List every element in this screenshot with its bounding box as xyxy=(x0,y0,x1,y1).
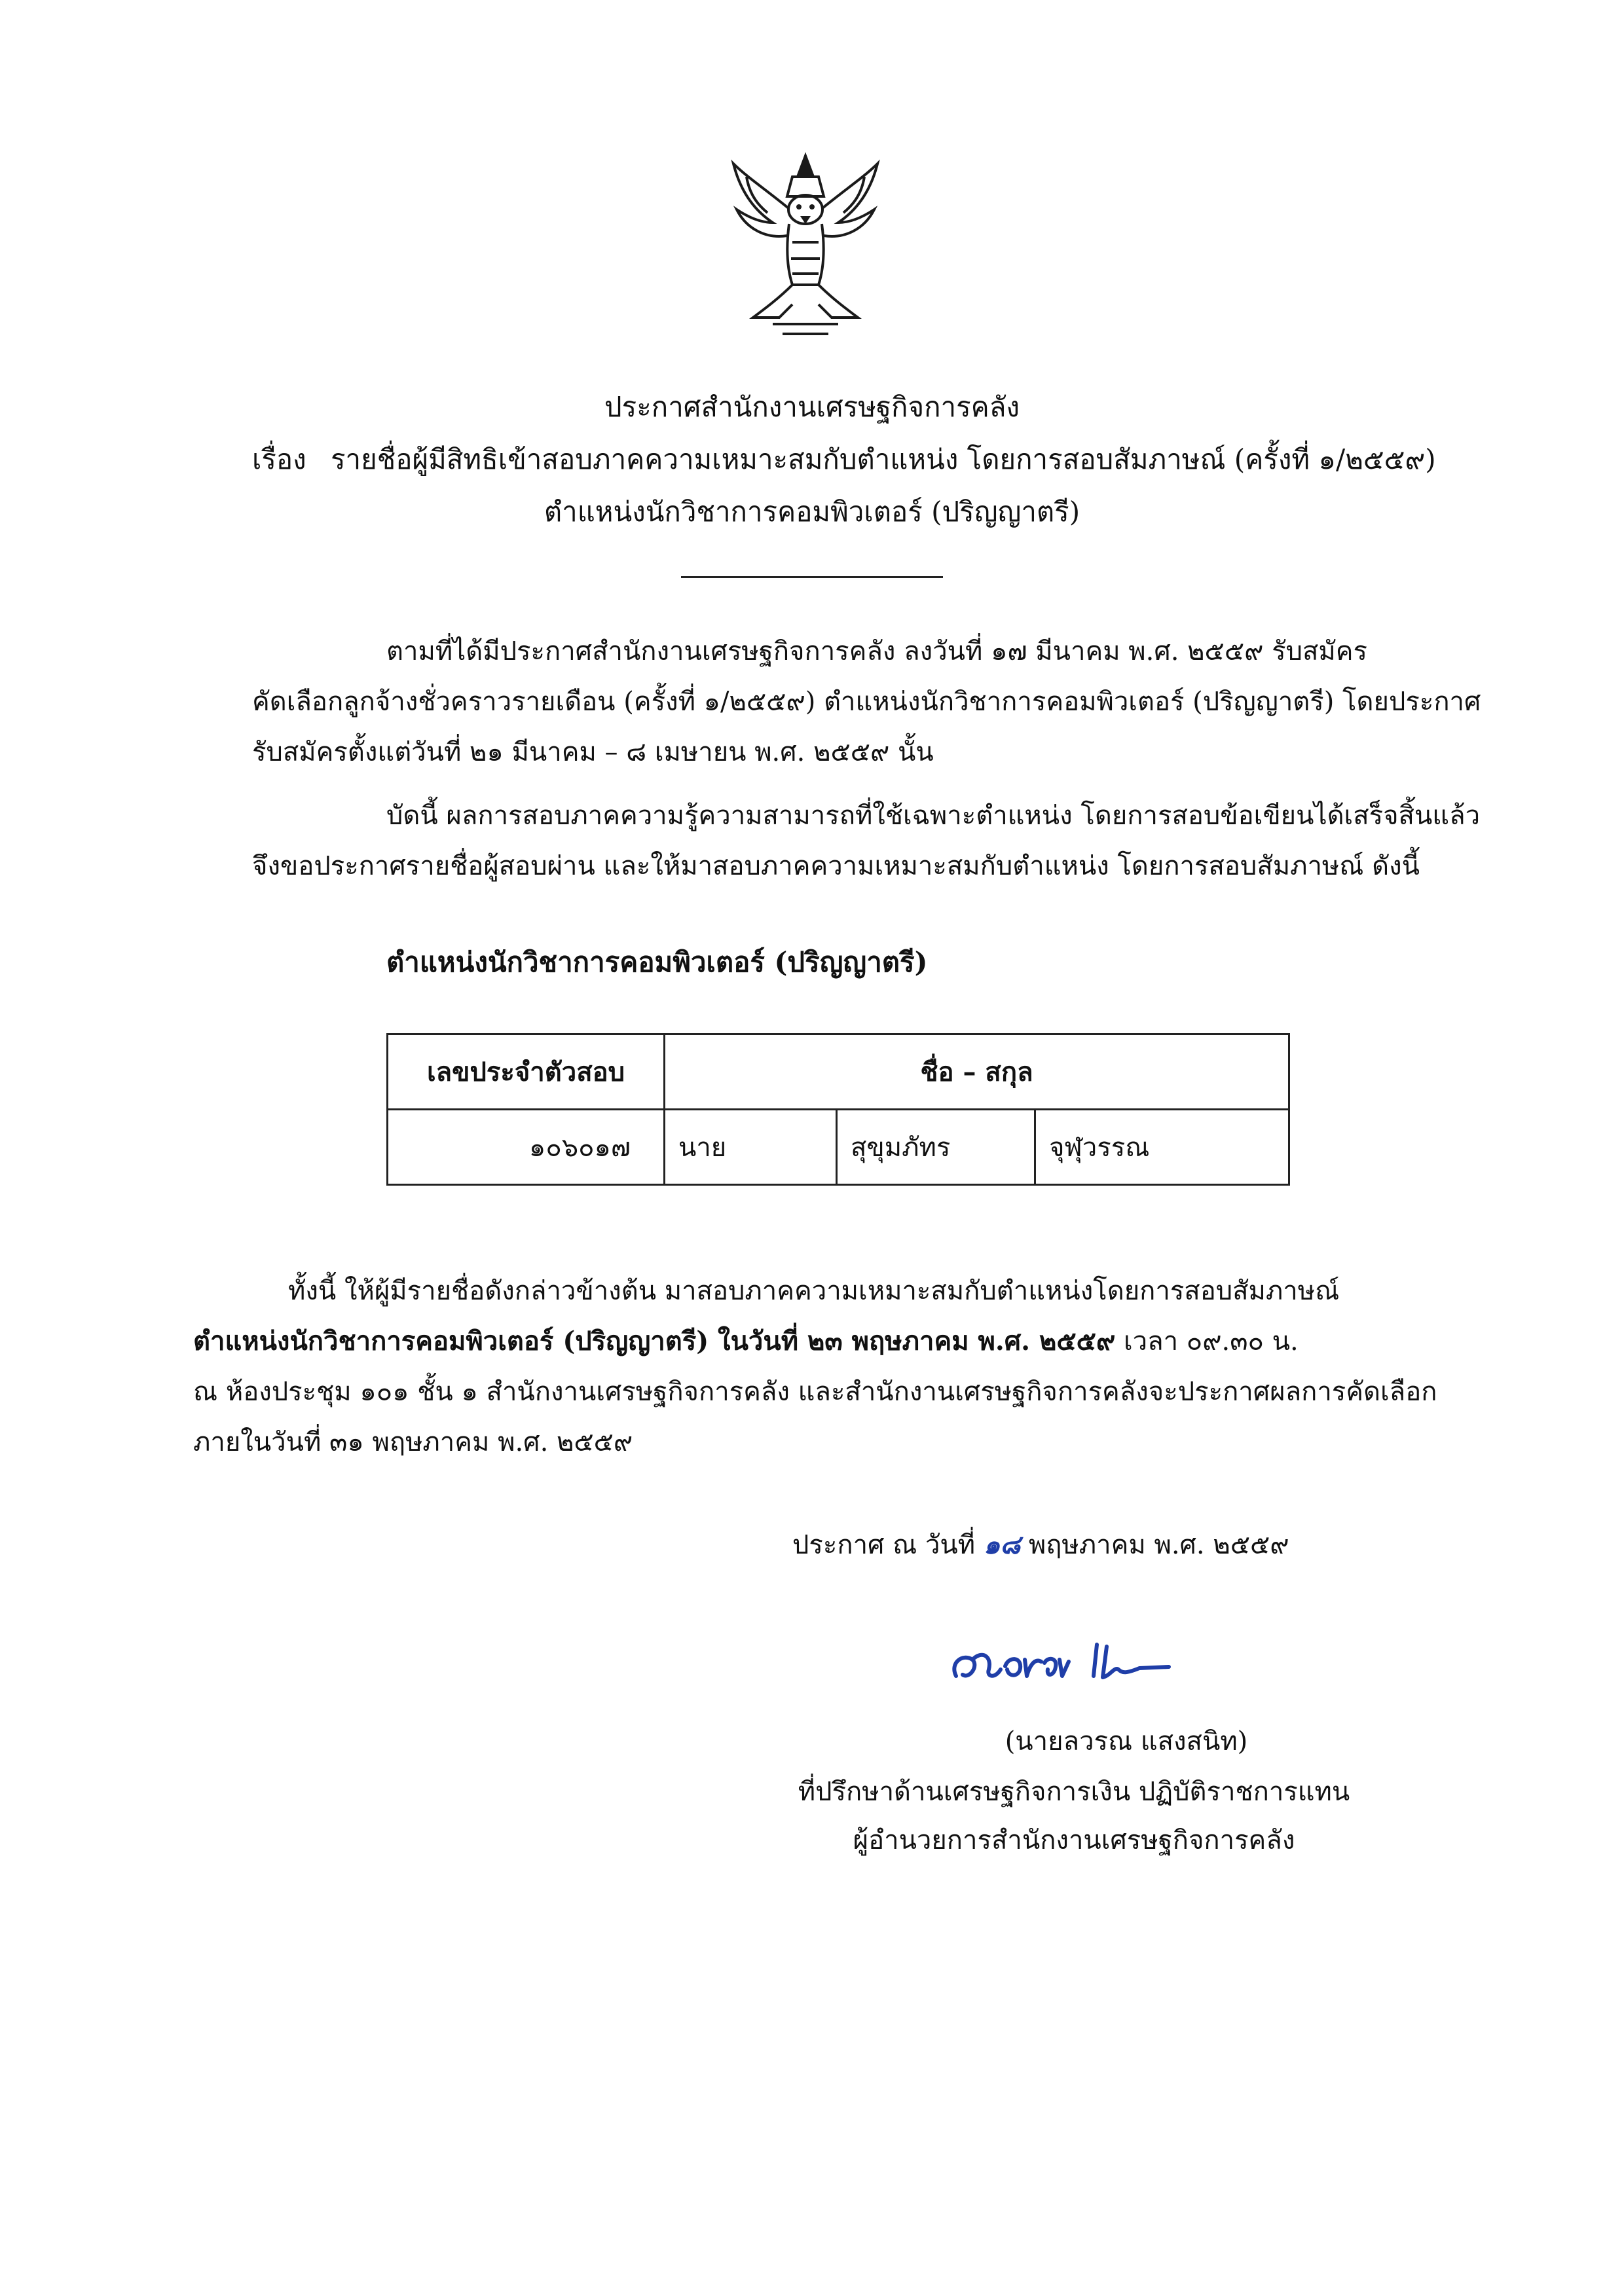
cell-exam-id: ๑๐๖๐๑๗ xyxy=(388,1110,665,1185)
garuda-emblem-icon xyxy=(727,151,884,340)
para1-line3: รับสมัครตั้งแต่วันที่ ๒๑ มีนาคม – ๘ เมษายน พ.ศ. ๒๕๕๙ นั้น xyxy=(252,737,934,767)
announcement-title: ประกาศสำนักงานเศรษฐกิจการคลัง xyxy=(604,391,1020,423)
subject-position: ตำแหน่งนักวิชาการคอมพิวเตอร์ (ปริญญาตรี) xyxy=(544,496,1080,528)
subject-text: รายชื่อผู้มีสิทธิเข้าสอบภาคความเหมาะสมกับตำแหน่ง โดยการสอบสัมภาษณ์ (ครั้งที่ ๑/๒๕๕๙) xyxy=(331,443,1436,475)
announce-day-handwritten: ๑๘ xyxy=(983,1529,1021,1560)
header-exam-id: เลขประจำตัวสอบ xyxy=(388,1034,665,1110)
closing-line1: ทั้งนี้ ให้ผู้มีรายชื่อดังกล่าวข้างต้น มาสอบภาคความเหมาะสมกับตำแหน่งโดยการสอบสัมภาษณ์ xyxy=(288,1276,1340,1306)
candidate-table xyxy=(386,1033,1290,1186)
handwritten-signature xyxy=(943,1630,1192,1689)
table-header-row xyxy=(388,1034,1289,1110)
divider xyxy=(681,576,943,578)
para1-line2: คัดเลือกลูกจ้างชั่วคราวรายเดือน (ครั้งที่ ๑/๒๕๕๙) ตำแหน่งนักวิชาการคอมพิวเตอร์ (ปริญญาตรี) โดยประกาศ xyxy=(252,687,1481,717)
cell-first-name: สุขุมภัทร xyxy=(837,1110,1035,1185)
para2-line1: บัดนี้ ผลการสอบภาคความรู้ความสามารถที่ใช้เฉพาะตำแหน่ง โดยการสอบข้อเขียนได้เสร็จสิ้นแล้ว xyxy=(386,801,1481,831)
subject-label: เรื่อง xyxy=(252,443,306,475)
closing-line4: ภายในวันที่ ๓๑ พฤษภาคม พ.ศ. ๒๕๕๙ xyxy=(193,1427,633,1457)
header-full-name: ชื่อ – สกุล xyxy=(665,1034,1289,1110)
subject-line xyxy=(252,440,1436,479)
cell-prefix: นาย xyxy=(665,1110,837,1185)
signatory-title2: ผู้อำนวยการสำนักงานเศรษฐกิจการคลัง xyxy=(853,1825,1295,1855)
announce-suffix: พฤษภาคม พ.ศ. ๒๕๕๙ xyxy=(1028,1530,1289,1560)
position-heading: ตำแหน่งนักวิชาการคอมพิวเตอร์ (ปริญญาตรี) xyxy=(386,946,928,978)
closing-line2 xyxy=(193,1322,1299,1361)
announce-date xyxy=(792,1525,1289,1565)
closing-line3: ณ ห้องประชุม ๑๐๑ ชั้น ๑ สำนักงานเศรษฐกิจการคลัง และสำนักงานเศรษฐกิจการคลังจะประกาศผลการคัดเลือก xyxy=(193,1377,1437,1407)
table-row xyxy=(388,1110,1289,1185)
para2-line2: จึงขอประกาศรายชื่อผู้สอบผ่าน และให้มาสอบภาคความเหมาะสมกับตำแหน่ง โดยการสอบสัมภาษณ์ ดังนี้ xyxy=(252,851,1420,881)
signatory-title1: ที่ปรึกษาด้านเศรษฐกิจการเงิน ปฏิบัติราชการแทน xyxy=(798,1777,1350,1807)
closing-line2-rest: เวลา ๐๙.๓๐ น. xyxy=(1115,1326,1299,1357)
announce-prefix: ประกาศ ณ วันที่ xyxy=(792,1530,976,1560)
closing-line2-bold: ตำแหน่งนักวิชาการคอมพิวเตอร์ (ปริญญาตรี) ในวันที่ ๒๓ พฤษภาคม พ.ศ. ๒๕๕๙ xyxy=(193,1326,1116,1357)
cell-last-name: จุฬุวรรณ xyxy=(1035,1110,1289,1185)
para1-line1: ตามที่ได้มีประกาศสำนักงานเศรษฐกิจการคลัง ลงวันที่ ๑๗ มีนาคม พ.ศ. ๒๕๕๙ รับสมัคร xyxy=(386,636,1368,666)
signatory-name: (นายลวรณ แสงสนิท) xyxy=(1005,1726,1248,1757)
